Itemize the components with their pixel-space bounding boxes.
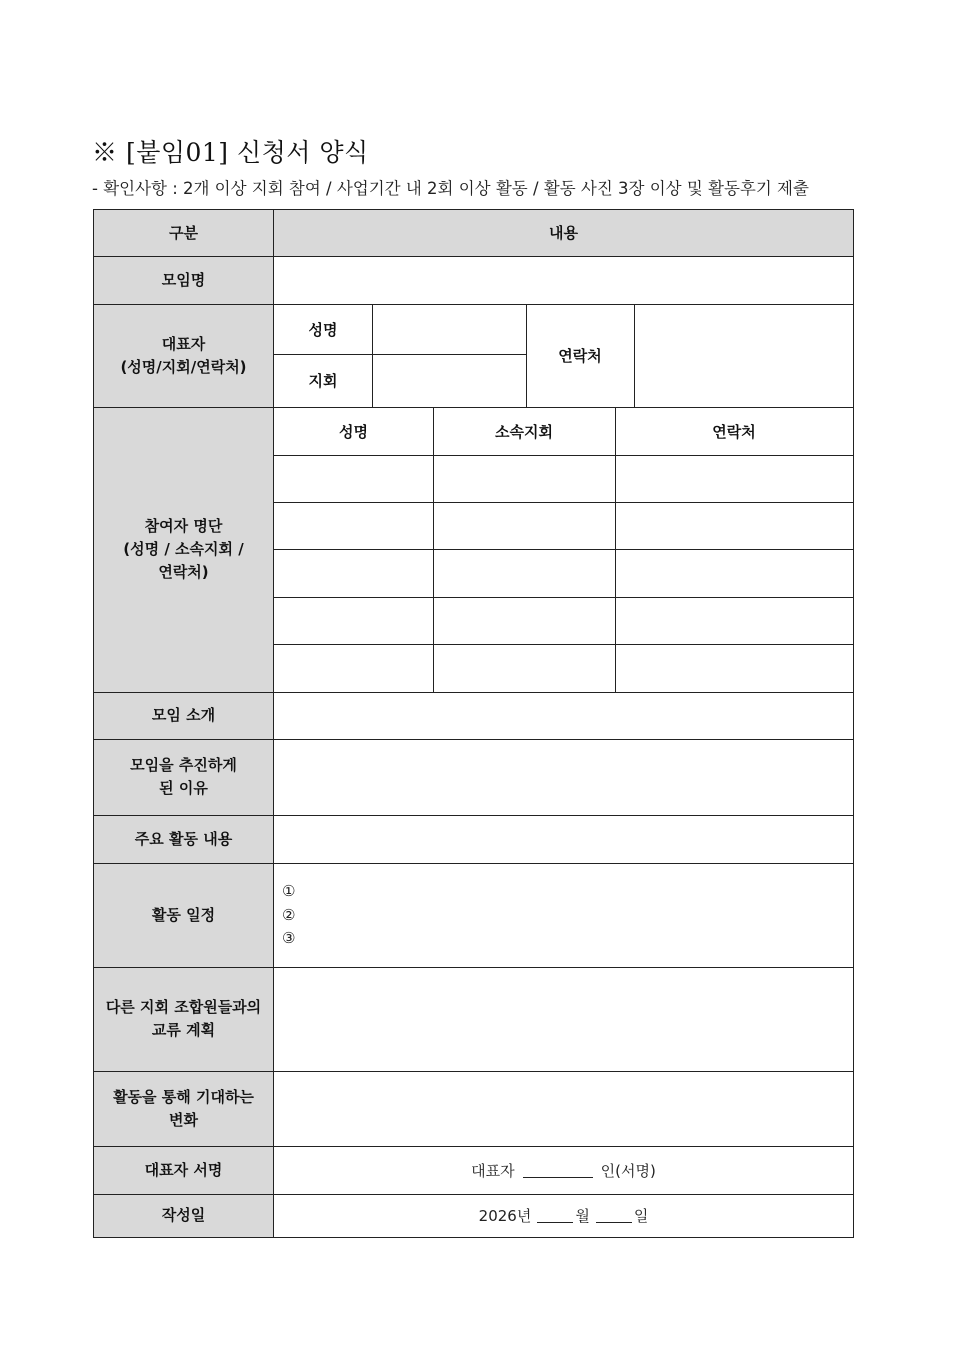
schedule-item: ②: [282, 905, 296, 924]
label-meeting-name: 모임명: [93, 256, 274, 304]
page-title: ※ [붙임01] 신청서 양식: [92, 138, 369, 167]
header-category: 구분: [93, 209, 274, 256]
participant-col-contact: 연락처: [712, 422, 756, 441]
date-field[interactable]: [274, 1194, 853, 1237]
row-line: [93, 815, 854, 816]
participant-row-line: [274, 644, 853, 645]
rep-divider: [526, 304, 527, 407]
participant-row-line: [274, 502, 853, 503]
signature-suffix: 인(서명): [600, 1161, 656, 1180]
table-border-left: [93, 209, 94, 1238]
date-month-blank: [537, 1208, 573, 1223]
rep-name-label: 성명: [308, 320, 338, 339]
rep-contact-label: 연락처: [558, 347, 602, 365]
header-content: 내용: [274, 209, 853, 256]
label-main-activity: 주요 활동 내용: [93, 815, 274, 863]
meeting-name-field[interactable]: [274, 256, 853, 304]
row-line: [93, 304, 854, 305]
rep-divider: [372, 304, 373, 407]
participant-col-branch: 소속지회: [495, 422, 553, 441]
intro-field[interactable]: [274, 692, 853, 739]
expected-field[interactable]: [274, 1071, 853, 1146]
rep-branch-label: 지회: [308, 372, 338, 390]
row-line: [93, 863, 854, 864]
table-border-bottom: [93, 1237, 854, 1238]
label-expected: 활동을 통해 기대하는 변화: [93, 1071, 274, 1146]
participant-row-line: [274, 455, 853, 456]
main-activity-field[interactable]: [274, 815, 853, 863]
label-exchange: 다른 지회 조합원들과의 교류 계획: [93, 967, 274, 1071]
label-reason: 모임을 추진하게 된 이유: [93, 739, 274, 815]
date-year: 2026년: [478, 1207, 532, 1225]
participants-grid[interactable]: [274, 455, 853, 692]
schedule-item: ③: [282, 929, 296, 947]
reason-field[interactable]: [274, 739, 853, 815]
table-border-right: [853, 209, 854, 1238]
label-signature: 대표자 서명: [93, 1146, 274, 1194]
rep-divider: [274, 354, 526, 355]
date-day: 일: [633, 1207, 649, 1225]
schedule-list[interactable]: [282, 880, 295, 951]
col-divider: [273, 209, 274, 1238]
row-line: [93, 1194, 854, 1195]
row-line: [93, 256, 854, 257]
table-border-top: [93, 209, 854, 210]
row-line: [93, 739, 854, 740]
label-intro: 모임 소개: [93, 692, 274, 739]
label-schedule: 활동 일정: [93, 863, 274, 967]
row-line: [93, 407, 854, 408]
participant-row-line: [274, 549, 853, 550]
date-day-blank: [596, 1208, 632, 1223]
participant-col-name: 성명: [339, 422, 368, 441]
exchange-field[interactable]: [274, 967, 853, 1071]
signature-field[interactable]: [274, 1146, 853, 1194]
row-line: [93, 1071, 854, 1072]
label-participants: 참여자 명단 (성명 / 소속지회 / 연락처): [93, 407, 274, 692]
row-line: [93, 692, 854, 693]
label-representative: 대표자 (성명/지회/연락처): [93, 304, 274, 407]
note-text: - 확인사항 : 2개 이상 지회 참여 / 사업기간 내 2회 이상 활동 / 활동 사진 3장 이상 및 활동후기 제출: [92, 179, 809, 198]
rep-contact-field[interactable]: [634, 304, 853, 407]
label-date: 작성일: [93, 1194, 274, 1237]
participant-row-line: [274, 597, 853, 598]
rep-divider: [634, 304, 635, 407]
schedule-item: ①: [282, 882, 296, 900]
signature-blank: [523, 1163, 593, 1178]
date-month: 월: [575, 1207, 590, 1225]
rep-branch-field[interactable]: [372, 354, 526, 407]
signature-prefix: 대표자: [471, 1161, 515, 1180]
row-line: [93, 1146, 854, 1147]
row-line: [93, 967, 854, 968]
rep-name-field[interactable]: [372, 304, 526, 354]
